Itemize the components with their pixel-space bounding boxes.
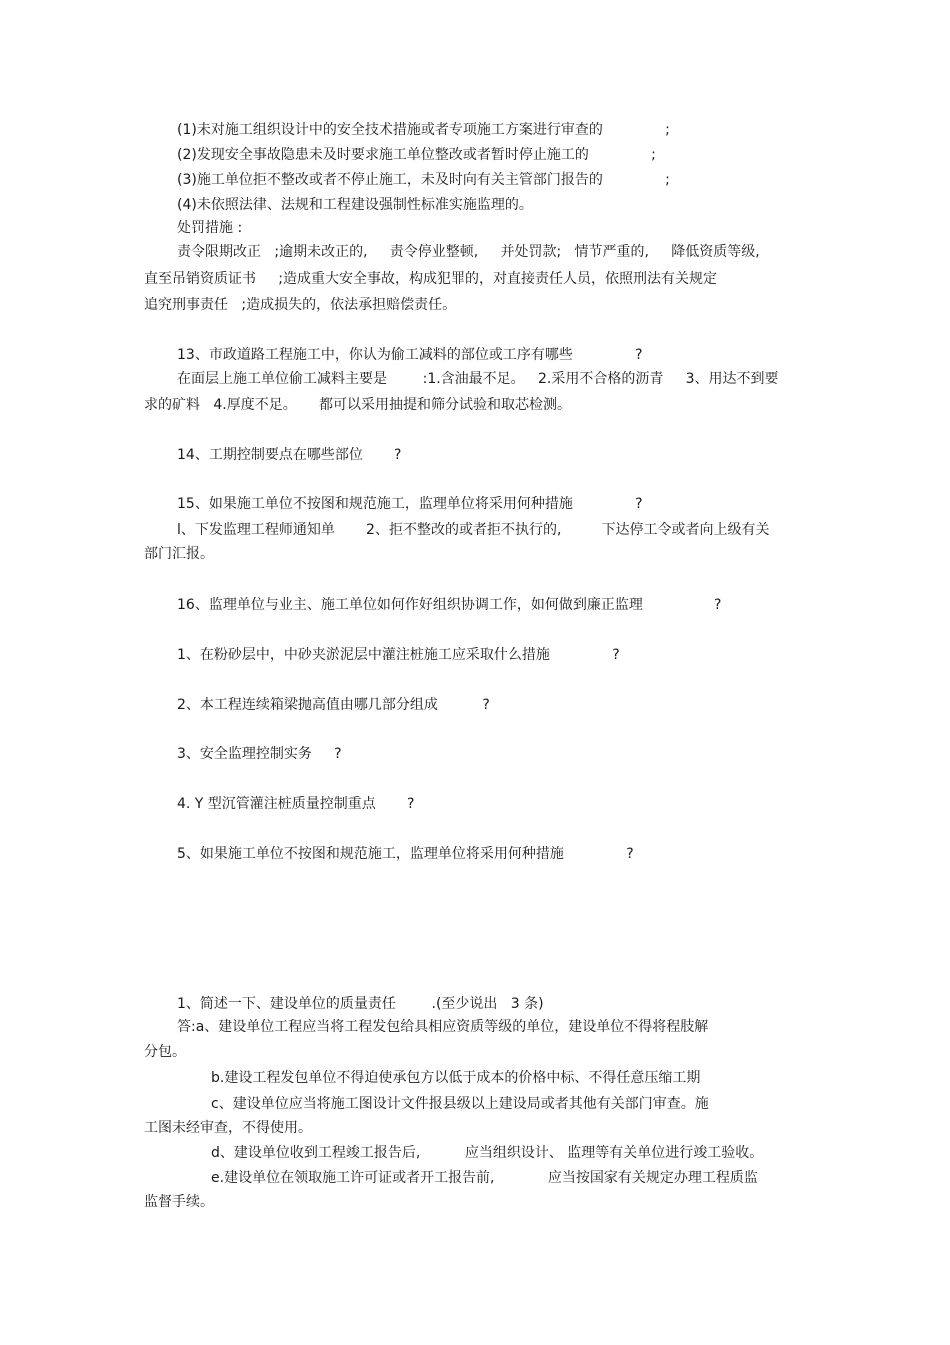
text-line-4: (4)未依照法律、法规和工程建设强制性标准实施监理的。: [177, 197, 533, 213]
question-1: 1、在粉砂层中，中砂夹淤泥层中灌注桩施工应采取什么措施 ?: [177, 647, 620, 663]
section-question-1: 1、简述一下、建设单位的质量责任 .(至少说出 3 条): [177, 996, 544, 1012]
question-5: 5、如果施工单位不按图和规范施工，监理单位将采用何种措施 ?: [177, 846, 634, 862]
text-line-5: 处罚措施 :: [177, 220, 243, 236]
text-line-3: (3)施工单位拒不整改或者不停止施工，未及时向有关主管部门报告的 ;: [177, 172, 670, 188]
text-line-28: d、建设单位收到工程竣工报告后, 应当组织设计、 监理等有关单位进行竣工验收。: [211, 1145, 764, 1161]
text-line-14: l、下发监理工程师通知单 2、拒不整改的或者拒不执行的, 下达停工令或者向上级有关: [177, 522, 770, 538]
question-13: 13、市政道路工程施工中，你认为偷工减料的部位或工序有哪些 ?: [177, 347, 643, 363]
question-2: 2、本工程连续箱梁抛高值由哪几部分组成 ?: [177, 697, 490, 713]
text-line-24: 分包。: [144, 1044, 186, 1060]
text-line-25: b.建设工程发包单位不得迫使承包方以低于成本的价格中标、不得任意压缩工期: [211, 1070, 701, 1086]
text-line-2: (2)发现安全事故隐患未及时要求施工单位整改或者暂时停止施工的 ;: [177, 147, 656, 163]
text-line-27: 工图未经审查，不得使用。: [144, 1120, 312, 1136]
text-line-26: c、建设单位应当将施工图设计文件报县级以上建设局或者其他有关部门审查。施: [211, 1096, 709, 1112]
question-14: 14、工期控制要点在哪些部位 ?: [177, 447, 402, 463]
text-line-7: 直至吊销资质证书 ;造成重大安全事故，构成犯罪的，对直接责任人员，依照刑法有关规定: [144, 271, 717, 287]
question-16: 16、监理单位与业主、施工单位如何作好组织协调工作，如何做到廉正监理 ?: [177, 597, 722, 613]
text-line-30: 监督手续。: [144, 1194, 214, 1210]
question-3: 3、安全监理控制实务 ?: [177, 746, 342, 762]
text-line-1: (1)未对施工组织设计中的安全技术措施或者专项施工方案进行审查的 ;: [177, 122, 670, 138]
question-15: 15、如果施工单位不按图和规范施工，监理单位将采用何种措施 ?: [177, 496, 643, 512]
text-line-11: 求的矿料 4.厚度不足。 都可以采用抽提和筛分试验和取芯检测。: [144, 397, 571, 413]
question-4: 4. Y 型沉管灌注桩质量控制重点 ?: [177, 796, 415, 812]
text-line-15: 部门汇报。: [144, 546, 214, 562]
text-line-10: 在面层上施工单位偷工减料主要是 :1.含油最不足。 2.采用不合格的沥青 3、用达不到要: [177, 371, 779, 387]
text-line-8: 追究刑事责任 ;造成损失的，依法承担赔偿责任。: [144, 297, 457, 313]
text-line-6: 责令限期改正 ;逾期未改正的, 责令停业整顿, 并处罚款; 情节严重的, 降低资质等级,: [177, 244, 760, 260]
text-line-23: 答:a、建设单位工程应当将工程发包给具相应资质等级的单位，建设单位不得将程肢解: [177, 1019, 709, 1035]
text-line-29: e.建设单位在领取施工许可证或者开工报告前, 应当按国家有关规定办理工程质监: [211, 1170, 758, 1186]
